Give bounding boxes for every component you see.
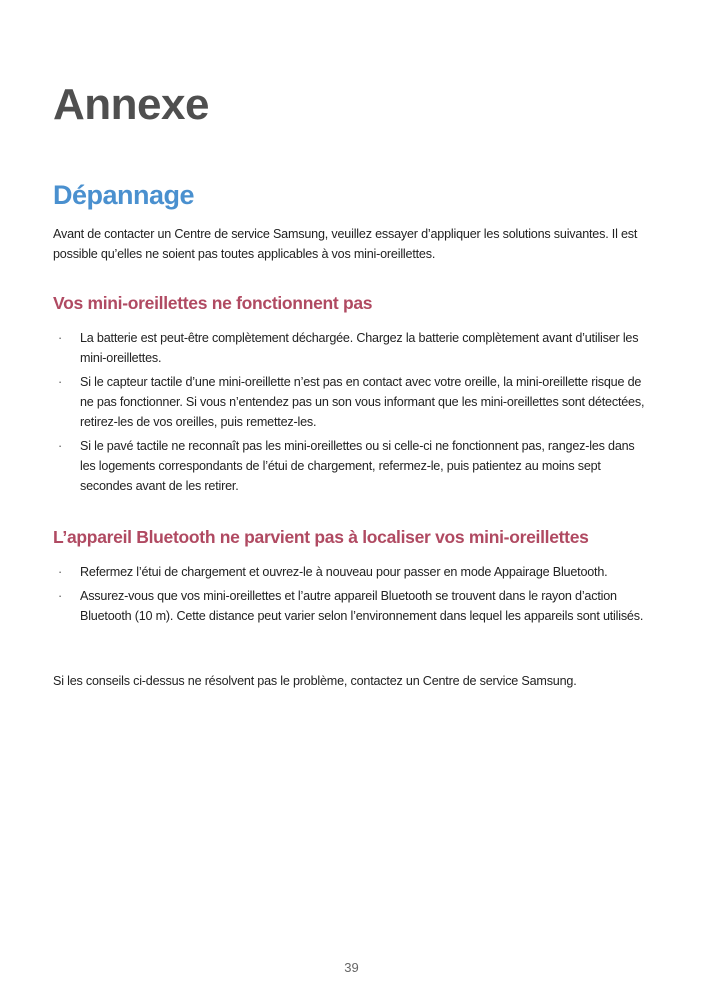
page-number: 39 — [344, 960, 359, 975]
bullet-icon: · — [58, 331, 62, 345]
bullet-list-not-working — [53, 328, 653, 500]
section-title: Dépannage — [53, 180, 195, 210]
list-item — [53, 436, 653, 496]
list-item — [53, 562, 653, 582]
bullet-icon: · — [58, 439, 62, 453]
list-item-text: Assurez-vous que vos mini-oreillettes et l’autre appareil Bluetooth se trouvent dans le rayon d’action Bluetooth (10 m). Cette distance peut varier selon l’environnement dans lequel les appareils sont utilisés. — [80, 589, 644, 623]
subsection-title-bluetooth: L’appareil Bluetooth ne parvient pas à localiser vos mini-oreillettes — [53, 527, 589, 547]
bullet-list-bluetooth — [53, 562, 653, 630]
closing-paragraph: Si les conseils ci-dessus ne résolvent pas le problème, contactez un Centre de service Samsung. — [53, 674, 577, 688]
subsection-title-not-working: Vos mini-oreillettes ne fonctionnent pas — [53, 293, 373, 313]
intro-paragraph: Avant de contacter un Centre de service Samsung, veuillez essayer d’appliquer les solutions suivantes. Il est possible qu’elles ne soient pas toutes applicables à vos mini-oreillettes. — [53, 227, 638, 261]
list-item — [53, 328, 653, 368]
bullet-icon: · — [58, 375, 62, 389]
chapter-title: Annexe — [53, 80, 209, 129]
list-item — [53, 586, 653, 626]
bullet-icon: · — [58, 589, 62, 603]
list-item — [53, 372, 653, 432]
list-item-text: La batterie est peut-être complètement déchargée. Chargez la batterie complètement avant d’utiliser les mini-oreillettes. — [80, 331, 639, 365]
list-item-text: Si le pavé tactile ne reconnaît pas les mini-oreillettes ou si celle-ci ne fonctionnent pas, rangez-les dans les logements correspondants de l’étui de chargement, refermez-le, puis patientez au moins sept secondes avant de les retirer. — [80, 439, 635, 493]
list-item-text: Refermez l’étui de chargement et ouvrez-le à nouveau pour passer en mode Appairage Bluetooth. — [80, 565, 608, 579]
list-item-text: Si le capteur tactile d’une mini-oreillette n’est pas en contact avec votre oreille, la mini-oreillette risque de ne pas fonctionner. Si vous n’entendez pas un son vous informant que les mini-oreillettes sont détectées, retirez-les de vos oreilles, puis remettez-les. — [80, 375, 645, 429]
bullet-icon: · — [58, 565, 62, 579]
